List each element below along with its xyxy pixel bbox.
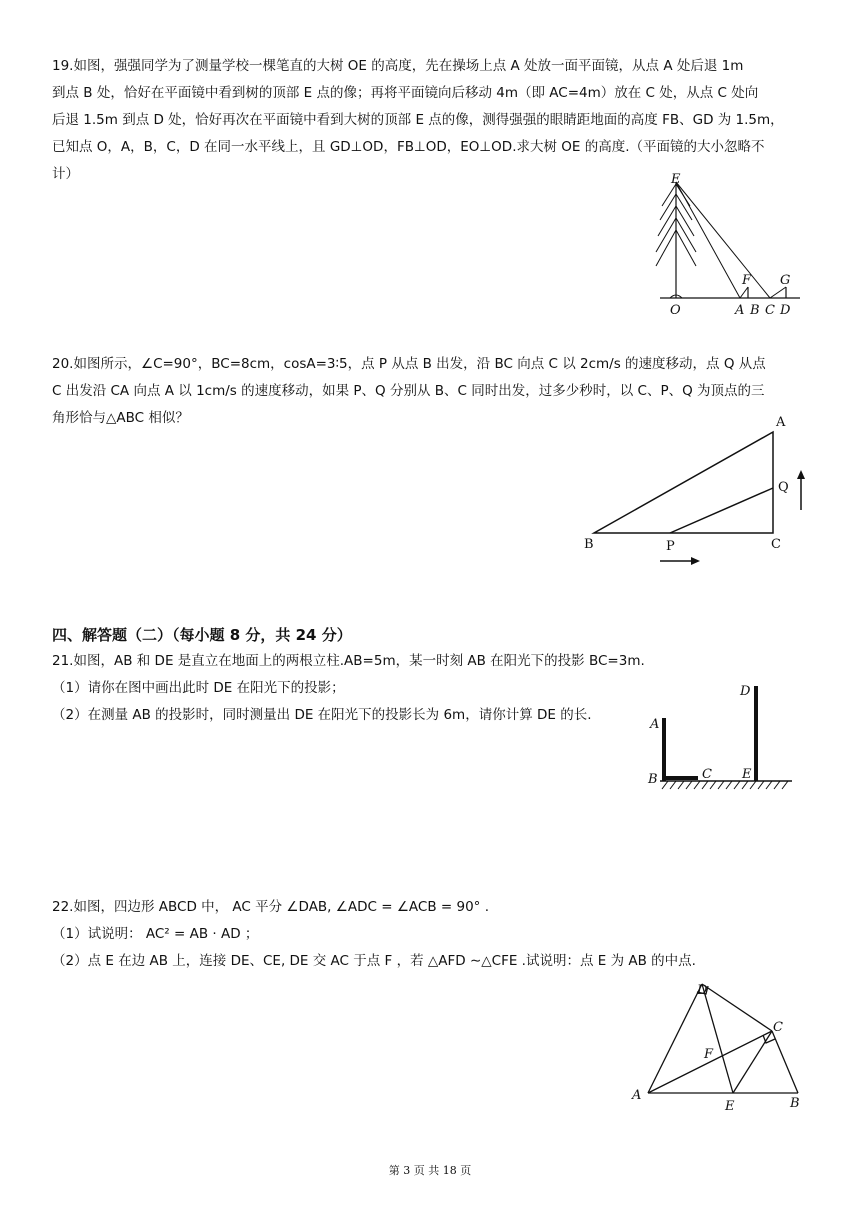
q20-label-q: Q: [778, 480, 789, 495]
q19-line-4: 已知点 O，A，B，C，D 在同一水平线上，且 GD⊥OD，FB⊥OD，EO⊥OD.求大树 OE 的高度.（平面镜的大小忽略不: [52, 139, 765, 155]
q22-quadrilateral-figure: [628, 970, 813, 1115]
q22-line-3: （2）点 E 在边 AB 上，连接 DE、CE, DE 交 AC 于点 F ，若 △AFD ∼△CFE .试说明：点 E 为 AB 的中点.: [52, 953, 696, 969]
q21-line-2: （1）请你在图中画出此时 DE 在阳光下的投影；: [52, 680, 345, 696]
q22-label-d: D: [697, 983, 708, 998]
page-number-footer: 第 3 页 共 18 页: [388, 1164, 472, 1177]
q20-triangle-figure: [580, 410, 810, 575]
q21-line-1: 21.如图，AB 和 DE 是直立在地面上的两根立柱.AB=5m，某一时刻 AB 在阳光下的投影 BC=3m.: [52, 653, 645, 669]
q22-line-2: （1）试说明： AC² = AB · AD ；: [52, 926, 259, 942]
q21-label-b: B: [648, 772, 658, 787]
q21-label-d: D: [740, 684, 751, 699]
q20-label-b: B: [584, 537, 594, 552]
q19-tree-mirror-figure: [640, 168, 810, 318]
q21-line-3: （2）在测量 AB 的投影时，同时测量出 DE 在阳光下的投影长为 6m，请你计算 DE 的长.: [52, 707, 592, 723]
q22-label-e: E: [725, 1099, 735, 1114]
q22-label-a: A: [632, 1088, 642, 1103]
q19-line-5: 计）: [52, 166, 79, 182]
q21-label-e: E: [742, 767, 752, 782]
q19-label-b: B: [750, 303, 760, 318]
q21-pillars-figure: [640, 680, 805, 795]
q19-line-2: 到点 B 处，恰好在平面镜中看到树的顶部 E 点的像；再将平面镜向后移动 4m（即 AC=4m）放在 C 处，从点 C 处向: [52, 85, 759, 101]
q19-line-3: 后退 1.5m 到点 D 处，恰好再次在平面镜中看到大树的顶部 E 点的像，测得强强的眼睛距地面的高度 FB、GD 为 1.5m，: [52, 112, 784, 128]
q20-label-c: C: [771, 537, 781, 552]
q19-line-1: 19.如图，强强同学为了测量学校一棵笔直的大树 OE 的高度，先在操场上点 A 处放一面平面镜，从点 A 处后退 1m: [52, 58, 744, 74]
q21-label-c: C: [702, 767, 712, 782]
q20-line-2: C 出发沿 CA 向点 A 以 1cm/s 的速度移动，如果 P、Q 分别从 B、C 同时出发，过多少秒时，以 C、P、Q 为顶点的三: [52, 383, 765, 399]
question-22-text: [52, 894, 810, 975]
q20-label-p: P: [666, 539, 675, 554]
q20-line-3: 角形恰与△ABC 相似？: [52, 410, 189, 426]
q19-label-f: F: [742, 273, 752, 288]
q19-label-d: D: [780, 303, 791, 318]
q19-label-c: C: [765, 303, 775, 318]
q19-label-g: G: [780, 273, 791, 288]
q20-line-1: 20.如图所示，∠C=90°，BC=8cm，cosA=3∶5，点 P 从点 B 出发，沿 BC 向点 C 以 2cm/s 的速度移动，点 Q 从点: [52, 356, 766, 372]
q22-line-1: 22.如图，四边形 ABCD 中， AC 平分 ∠DAB, ∠ADC = ∠ACB = 90° .: [52, 899, 490, 915]
q20-label-a: A: [776, 415, 786, 430]
section-heading: 四、解答题（二）（每小题 8 分，共 24 分）: [52, 626, 352, 644]
q19-label-o: O: [670, 303, 681, 318]
q22-label-c: C: [773, 1020, 783, 1035]
q21-label-a: A: [650, 717, 660, 732]
q19-label-e: E: [671, 172, 681, 187]
q19-label-a: A: [735, 303, 745, 318]
q22-label-f: F: [704, 1047, 714, 1062]
q22-label-b: B: [790, 1096, 800, 1111]
